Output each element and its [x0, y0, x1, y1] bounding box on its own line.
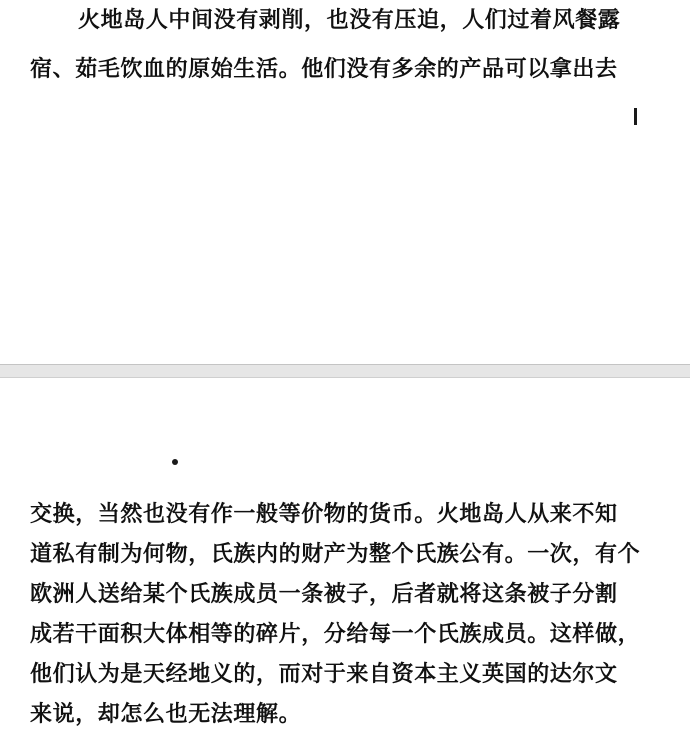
- text-line: 成若干面积大体相等的碎片，分给每一个氏族成员。这样做，: [30, 621, 641, 647]
- text-line: 道私有制为何物，氏族内的财产为整个氏族公有。一次，有个: [30, 541, 641, 567]
- scan-mark-bar: [634, 108, 637, 125]
- text-line: 来说，却怎么也无法理解。: [30, 701, 302, 727]
- text-line: 欧洲人送给某个氏族成员一条被子，后者就将这条被子分割: [30, 581, 618, 607]
- scan-mark-dot: [172, 459, 178, 465]
- text-line: 宿、茹毛饮血的原始生活。他们没有多余的产品可以拿出去: [30, 56, 618, 82]
- page-separator: [0, 364, 690, 378]
- text-line: 他们认为是天经地义的，而对于来自资本主义英国的达尔文: [30, 661, 618, 687]
- text-line: 交换，当然也没有作一般等价物的货币。火地岛人从来不知: [30, 501, 618, 527]
- text-line: 火地岛人中间没有剥削，也没有压迫，人们过着风餐露: [78, 7, 621, 33]
